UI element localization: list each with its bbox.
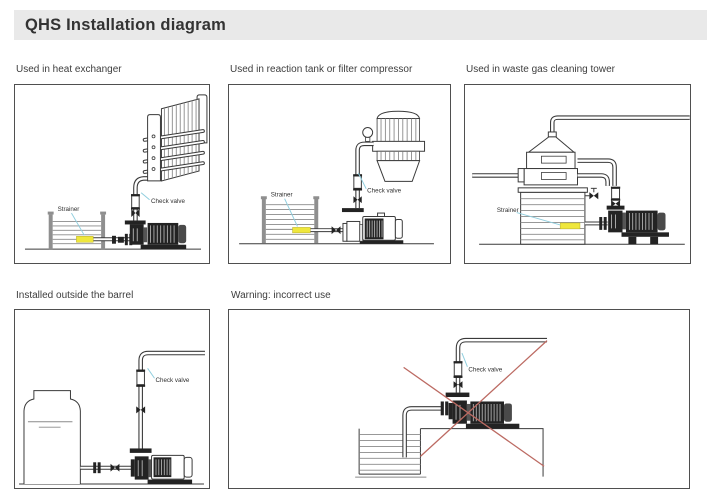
page-title: QHS Installation diagram [25,16,227,34]
panel-reaction-tank [228,84,451,264]
discharge-pipe [141,353,205,448]
pressure-gauge [363,128,373,142]
panel-heat-exchanger [14,84,210,264]
caption-warning: Warning: incorrect use [231,290,331,301]
pump [130,448,192,484]
title-bar [14,10,707,40]
inlet-flange [518,169,524,182]
caption-reaction-tank: Used in reaction tank or filter compressor [230,64,413,75]
suction-flange [441,401,444,415]
tank [48,212,106,250]
pump [342,208,403,244]
return-pipes [578,161,615,186]
filter-vessel [373,111,425,181]
pump [607,206,669,245]
diagram-warning [229,310,689,488]
tank [355,429,426,477]
check-valve-label: Check valve [151,198,185,206]
strainer-label: Strainer [270,191,293,199]
check-valve-label: Check valve [155,377,190,385]
barrel [24,391,80,484]
diagram-reaction-tank [229,85,450,263]
panel-outside-barrel [14,309,210,489]
tank [261,196,319,243]
strainer-label: Strainer [496,207,519,215]
strainer-highlight [560,223,580,229]
check-valve-leader-line [141,193,149,200]
diagram-outside-barrel [15,310,209,488]
caption-heat-exchanger: Used in heat exchanger [16,64,122,75]
caption-waste-gas-tower: Used in waste gas cleaning tower [466,64,615,75]
strainer-leader-line [285,199,298,227]
strainer-highlight [76,236,93,242]
strainer-leader-line [71,213,84,235]
strainer-label: Strainer [57,206,80,214]
check-valve-leader-line [462,353,467,367]
check-valve-leader-line [148,368,155,378]
suction-pipe [405,408,442,457]
diagram-heat-exchanger [15,85,209,263]
diagram-waste-gas-tower [465,85,690,263]
check-valve-label: Check valve [367,187,402,195]
pump [125,220,186,249]
suction-flange [599,217,602,230]
panel-warning-incorrect-use [228,309,690,489]
check-valve-label: Check valve [468,366,503,374]
check-valve [611,187,620,207]
caption-outside-barrel: Installed outside the barrel [16,290,134,301]
strainer-highlight [293,227,311,232]
panel-waste-gas-tower [464,84,691,264]
